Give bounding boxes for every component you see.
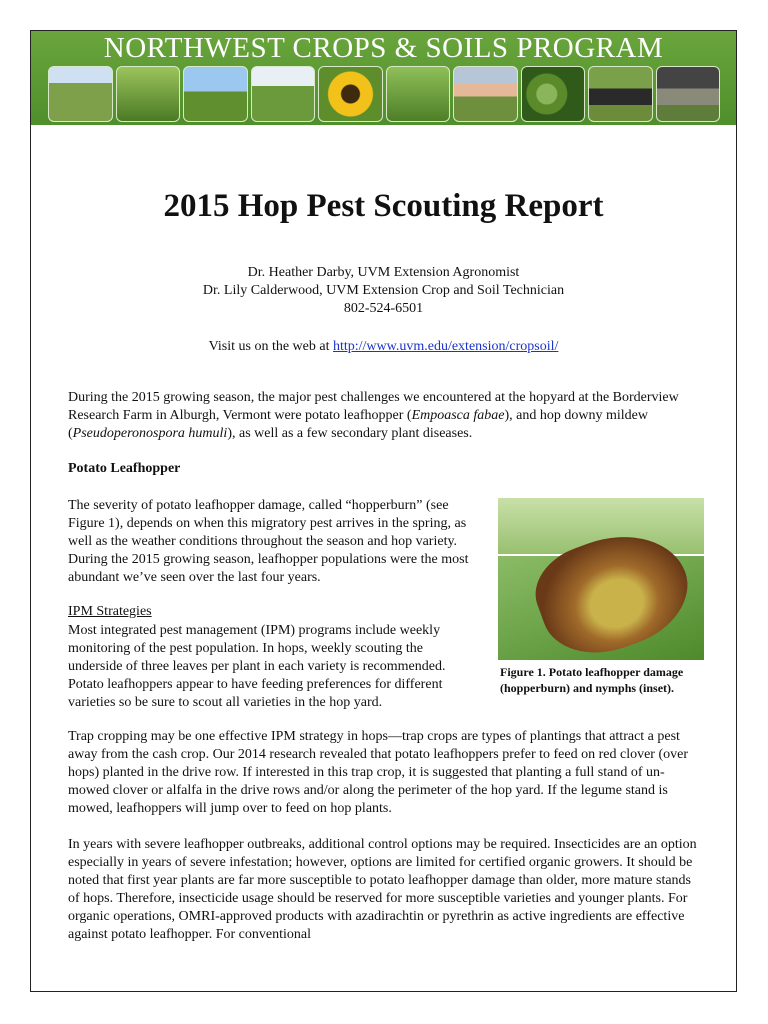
banner-photo-strip bbox=[48, 66, 720, 122]
document-page bbox=[30, 30, 737, 992]
intro-paragraph bbox=[68, 389, 688, 443]
report-title: 2015 Hop Pest Scouting Report bbox=[163, 188, 604, 224]
intro-text-3: ), as well as a few secondary plant diseases. bbox=[227, 426, 473, 441]
ipm-heading: IPM Strategies bbox=[68, 604, 152, 619]
section-heading: Potato Leafhopper bbox=[68, 461, 181, 476]
figure-1-photo bbox=[498, 498, 704, 660]
website-line bbox=[31, 338, 736, 356]
machine-photo bbox=[656, 66, 721, 122]
grain-photo bbox=[183, 66, 248, 122]
species-leafhopper: Empoasca fabae bbox=[411, 408, 505, 423]
website-link[interactable]: http://www.uvm.edu/extension/cropsoil/ bbox=[332, 339, 559, 354]
cows-photo bbox=[251, 66, 316, 122]
author-darby: Dr. Heather Darby, UVM Extension Agronomist bbox=[247, 265, 520, 280]
sunset-photo bbox=[453, 66, 518, 122]
severity-paragraph: The severity of potato leafhopper damage, called “hopperburn” (see Figure 1), depends on when this migratory pest arrives in the spring, as well as the weather conditions throughout the season and hop variety. During the 2015 growing season, leafhopper populations were the most abundant we’ve seen over the last four years. bbox=[68, 498, 469, 585]
species-mildew: Pseudoperonospora humuli bbox=[72, 426, 228, 441]
field-photo bbox=[48, 66, 113, 122]
author-calderwood: Dr. Lily Calderwood, UVM Extension Crop and Soil Technician bbox=[202, 283, 565, 298]
control-options-paragraph: In years with severe leafhopper outbreaks, additional control options may be required. Insecticides are an option especially in years of severe infestation; however, options are limited for certified organic growers. It should be noted that first year plants are far more susceptible to potato leafhopper damage than older, more mature stands of hops. Therefore, insecticide usage should be reserved for more susceptible varieties and younger plants. For organic operations, OMRI-approved products with azadirachtin or pyrethrin as active ingredients are effective against potato leafhopper. For conventional bbox=[68, 837, 697, 942]
hops-photo bbox=[521, 66, 586, 122]
website-prefix: Visit us on the web at bbox=[208, 339, 333, 354]
phone-number: 802-524-6501 bbox=[343, 301, 424, 316]
program-banner bbox=[31, 31, 736, 125]
cattle-photo bbox=[588, 66, 653, 122]
intro-text-2: ), and hop downy mildew ( bbox=[68, 408, 648, 441]
farmer-photo bbox=[116, 66, 181, 122]
sunflower-photo bbox=[318, 66, 383, 122]
banner-title: NORTHWEST CROPS & SOILS PROGRAM bbox=[103, 32, 664, 64]
intro-text-1: During the 2015 growing season, the major pest challenges we encountered at the hopyard at the Borderview Research Farm in Alburgh, Vermont were potato leafhopper ( bbox=[68, 390, 679, 423]
worker-photo bbox=[386, 66, 451, 122]
ipm-paragraph: Most integrated pest management (IPM) programs include weekly monitoring of the pest population. In hops, weekly scouting the underside of three leaves per plant in each variety is recommended. Potato leafhoppers appear to have feeding preferences for different varieties so be sure to scout all varieties in the hop yard. bbox=[68, 623, 446, 710]
trap-crop-paragraph: Trap cropping may be one effective IPM strategy in hops—trap crops are types of plantings that attract a pest away from the cash crop. Our 2014 research revealed that potato leafhoppers prefer to feed on red clover (over hops) planted in the drive row. If interested in this trap crop, it is suggested that planting a full stand of un-mowed clover or alfalfa in the drive rows and/or along the perimeter of the hop yard. If the legume stand is mowed, leafhoppers will jump over to feed on hop plants. bbox=[68, 729, 688, 816]
figure-caption: Figure 1. Potato leafhopper damage (hopperburn) and nymphs (inset). bbox=[500, 665, 684, 695]
